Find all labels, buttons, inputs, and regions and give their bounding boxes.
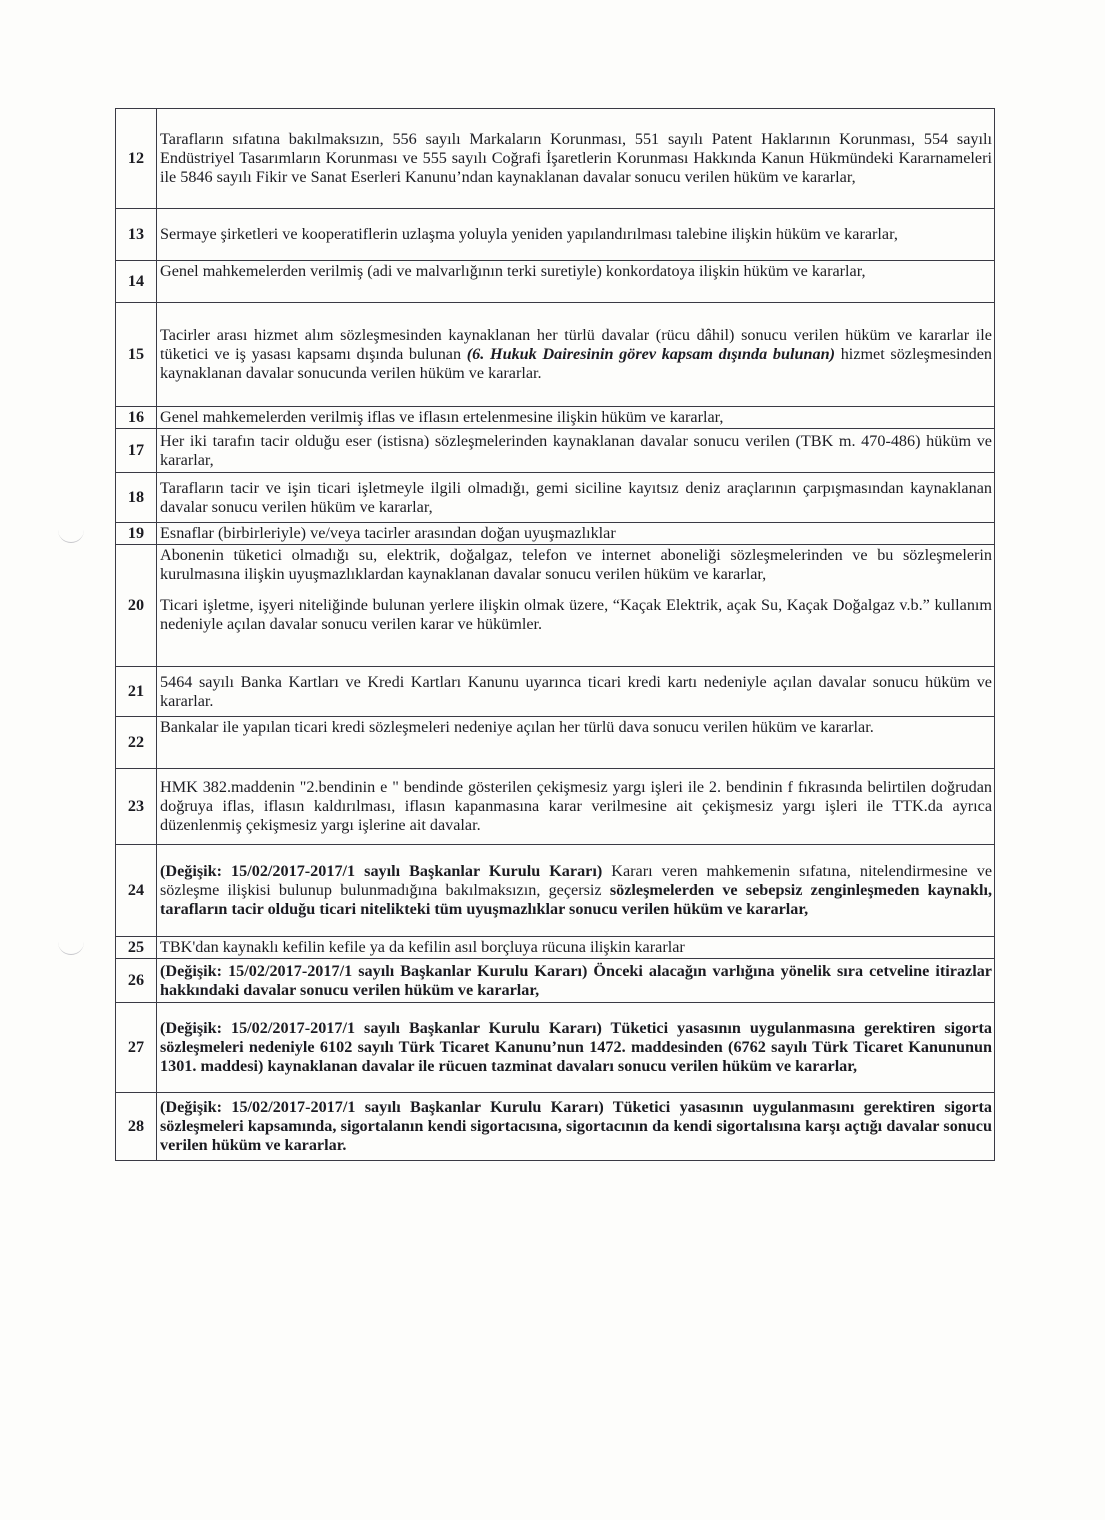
row-text-bold: sözleşmelerden ve sebepsiz zenginleşmeden kaynaklı, tarafların tacir olduğu ticari nitelikteki tüm uyuşmazlıklar sonucu verilen hüküm ve kararlar, [160,881,993,918]
row-number: 19 [116,523,157,545]
rules-table [115,108,995,1161]
table-row [116,545,995,667]
row-text: Genel mahkemelerden verilmiş (adi ve malvarlığının terki suretiyle) konkordatoya ilişkin hüküm ve kararlar, [157,261,995,303]
paragraph-gap [160,584,992,596]
row-text: Genel mahkemelerden verilmiş iflas ve iflasın ertelenmesine ilişkin hüküm ve kararlar, [157,407,995,429]
row-number: 13 [116,209,157,261]
row-text-paragraph: Ticari işletme, işyeri niteliğinde bulunan yerlere ilişkin olmak üzere, “Kaçak Elektrik, açak Su, Kaçak Doğalgaz v.b.” kullanım nedeniyle açılan davalar sonucu verilen karar ve hükümler. [160,596,992,633]
row-text: Sermaye şirketleri ve kooperatiflerin uzlaşma yoluyla yeniden yapılandırılması talebine ilişkin hüküm ve kararlar, [157,209,995,261]
table-row [116,303,995,407]
row-number: 17 [116,429,157,473]
row-text-paragraph: Abonenin tüketici olmadığı su, elektrik, doğalgaz, telefon ve internet aboneliği sözleşmelerinden ve bu sözleşmelerin kurulmasına ilişkin uyuşmazlıklardan kaynaklanan davalar sonucu verilen hüküm ve kararlar, [160,546,992,583]
row-text: (Değişik: 15/02/2017-2017/1 sayılı Başkanlar Kurulu Kararı) Tüketici yasasının uygulanmasına gerektiren sigorta sözleşmeleri nedeniyle 6102 sayılı Türk Ticaret Kanunu’nun 1472. maddesinden (6762 sayılı Türk Ticaret Kanununun 1301. maddesi) kaynaklanan davalar ile rücuen tazminat davaları sonucu verilen hüküm ve kararlar, [157,1003,995,1093]
row-text-part: hizmet sözleşmesinden kaynaklanan davalar sonucunda verilen hüküm ve kararlar. [160,345,993,382]
row-text-part: Kararı veren mahkemenin sıfatına, nitelendirmesine ve sözleşme ilişkisi bulunup bulunmadığına bakılmaksızın, geçersiz [160,862,993,899]
row-number: 28 [116,1093,157,1161]
table-row [116,667,995,717]
table-row [116,407,995,429]
row-text: Tarafların sıfatına bakılmaksızın, 556 sayılı Markaların Korunması, 551 sayılı Patent Haklarının Korunması, 554 sayılı Endüstriyel Tasarımların Korunması ve 555 sayılı Coğrafi İşaretlerin Korunması Hakkında Kanun Hükmündeki Kararnameleri ile 5846 sayılı Fikir ve Sanat Eserleri Kanunu’ndan kaynaklanan davalar sonucu verilen hüküm ve kararlar, [157,109,995,209]
row-number: 22 [116,717,157,769]
table-row [116,261,995,303]
row-text-italic: (6. Hukuk Dairesinin görev kapsam dışında bulunan) [466,345,835,363]
row-text: (Değişik: 15/02/2017-2017/1 sayılı Başkanlar Kurulu Kararı) Önceki alacağın varlığına yönelik sıra cetveline itirazlar hakkındaki davalar sonucu verilen hüküm ve kararlar, [157,959,995,1003]
row-number: 23 [116,769,157,845]
table-row [116,959,995,1003]
table-row [116,109,995,209]
row-text-part: Tacirler arası hizmet alım sözleşmesinden kaynaklanan her türlü davalar (rücu dâhil) sonucu verilen hüküm ve kararlar ile tüketici ve iş yasası kapsamı dışında bulunan [160,326,992,363]
row-number: 12 [116,109,157,209]
row-text: HMK 382.maddenin "2.bendinin e " bendinde gösterilen çekişmesiz yargı işleri ile 2. bendinin f fıkrasında belirtilen doğrudan doğruya iflas, iflasın kaldırılması, iflasın kapanmasına karar verilmesine ait çekişmesiz yargı işleri ile TTK.da ayrıca düzenlenmiş çekişmesiz yargı işlerine ait davalar. [157,769,995,845]
row-text: TBK'dan kaynaklı kefilin kefile ya da kefilin asıl borçluya rücuna ilişkin kararlar [157,937,995,959]
row-text [157,303,995,407]
table-row [116,717,995,769]
row-text-bold: (Değişik: 15/02/2017-2017/1 sayılı Başkanlar Kurulu Kararı) [160,862,603,880]
table-row [116,473,995,523]
row-number: 18 [116,473,157,523]
table-row [116,937,995,959]
row-number: 16 [116,407,157,429]
scan-hole-mark [58,530,84,543]
row-number: 27 [116,1003,157,1093]
row-text [157,545,995,667]
row-text: (Değişik: 15/02/2017-2017/1 sayılı Başkanlar Kurulu Kararı) Tüketici yasasının uygulanmasını gerektiren sigorta sözleşmeleri kapsamında, sigortalanın kendi sigortacısına, sigortacının da kendi sigortalısına karşı açtığı davalar sonucu verilen hüküm ve kararlar. [157,1093,995,1161]
row-text [157,845,995,937]
table-row [116,209,995,261]
row-number: 24 [116,845,157,937]
row-text: Bankalar ile yapılan ticari kredi sözleşmeleri nedeniye açılan her türlü dava sonucu verilen hüküm ve kararlar. [157,717,995,769]
row-number: 25 [116,937,157,959]
row-number: 14 [116,261,157,303]
table-row [116,429,995,473]
row-number: 20 [116,545,157,667]
table-row [116,1003,995,1093]
table-row [116,1093,995,1161]
row-text: Her iki tarafın tacir olduğu eser (istisna) sözleşmelerinden kaynaklanan davalar sonucu verilen (TBK m. 470-486) hüküm ve kararlar, [157,429,995,473]
row-text: Esnaflar (birbirleriyle) ve/veya tacirler arasından doğan uyuşmazlıklar [157,523,995,545]
table-row [116,523,995,545]
scan-hole-mark [58,942,84,955]
row-text: 5464 sayılı Banka Kartları ve Kredi Kartları Kanunu uyarınca ticari kredi kartı nedeniyle açılan davalar sonucu hüküm ve kararlar. [157,667,995,717]
row-text: Tarafların tacir ve işin ticari işletmeyle ilgili olmadığı, gemi siciline kayıtsız deniz araçlarının çarpışmasından kaynaklanan davalar sonucu verilen hüküm ve kararlar, [157,473,995,523]
row-number: 21 [116,667,157,717]
row-number: 26 [116,959,157,1003]
row-number: 15 [116,303,157,407]
table-row [116,845,995,937]
table-row [116,769,995,845]
